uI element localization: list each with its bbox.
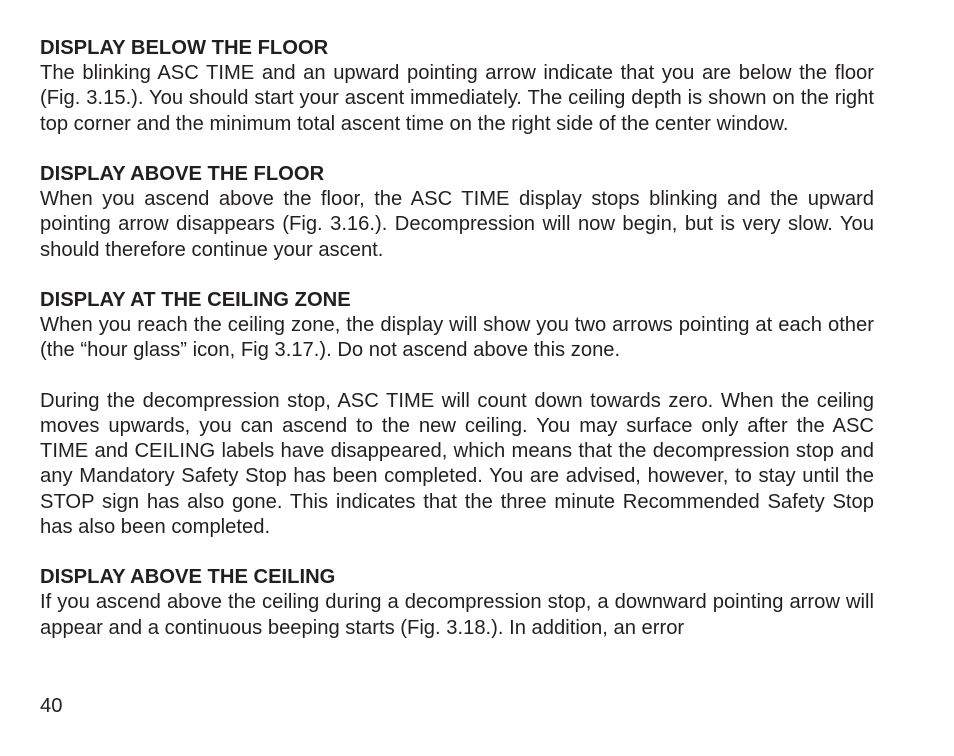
section-paragraph: When you ascend above the floor, the ASC TIME display stops blinking and the upward pointing arrow disappears (Fig. 3.16.). Decompression will now begin, but is very slow. You should therefore continue your ascent.	[40, 188, 874, 261]
section-above-ceiling	[40, 565, 874, 641]
section-heading: DISPLAY ABOVE THE CEILING	[40, 566, 336, 589]
section-paragraph: During the decompression stop, ASC TIME will count down towards zero. When the ceiling moves upwards, you can ascend to the new ceiling. You may surface only after the ASC TIME and CEILING labels have disappeared, which means that the decompression stop and any Mandatory Safety Stop has been completed. You are advised, however, to stay until the STOP sign has also gone. This indicates that the three minute Recommended Safety Stop has also been completed.	[40, 389, 874, 538]
section-decompression-stop	[40, 389, 874, 540]
section-heading: DISPLAY AT THE CEILING ZONE	[40, 289, 351, 311]
section-paragraph: If you ascend above the ceiling during a decompression stop, a downward pointing arrow will appear and a continuous beeping starts (Fig. 3.18.). In addition, an error	[40, 591, 874, 639]
section-paragraph: The blinking ASC TIME and an upward pointing arrow indicate that you are below the floor (Fig. 3.15.). You should start your ascent immediately. The ceiling depth is shown on the right top corner and the minimum total ascent time on the right side of the center window.	[40, 62, 874, 135]
section-below-floor	[40, 36, 874, 137]
document-page	[40, 36, 874, 666]
page-number: 40	[40, 695, 63, 717]
section-ceiling-zone	[40, 288, 874, 364]
section-paragraph: When you reach the ceiling zone, the display will show you two arrows pointing at each other (the “hour glass” icon, Fig 3.17.). Do not ascend above this zone.	[40, 314, 874, 362]
section-above-floor	[40, 162, 874, 263]
section-heading: DISPLAY ABOVE THE FLOOR	[40, 163, 325, 185]
section-heading: DISPLAY BELOW THE FLOOR	[40, 37, 329, 59]
